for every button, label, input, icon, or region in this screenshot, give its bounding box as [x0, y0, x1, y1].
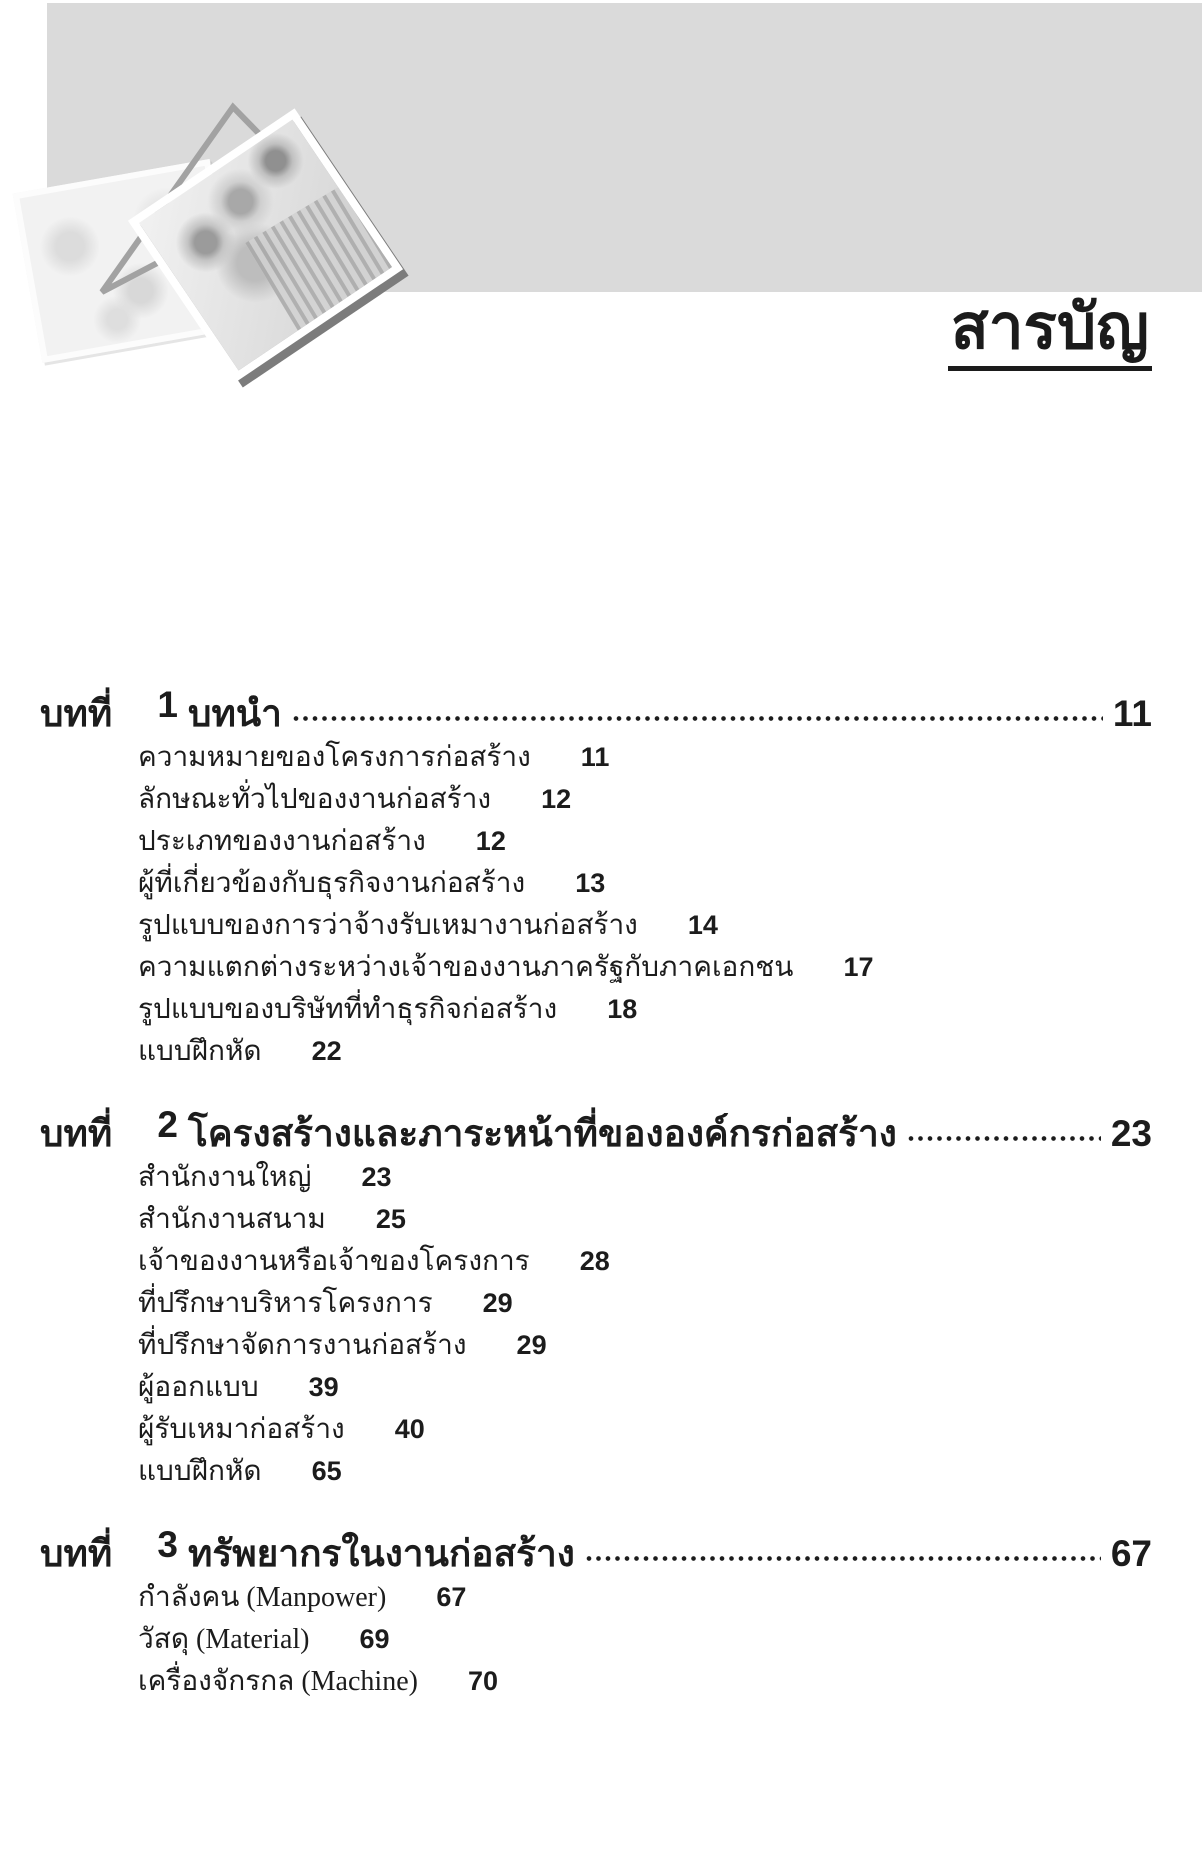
item-page-number: 29 [482, 1288, 513, 1318]
toc-item-row [138, 1030, 1152, 1072]
item-page-number: 13 [575, 868, 606, 898]
chapter-page-number: 11 [1112, 693, 1152, 734]
item-label: วัสดุ (Material) [138, 1624, 310, 1655]
item-label: รูปแบบของบริษัทที่ทำธุรกิจก่อสร้าง [138, 994, 558, 1025]
toc-chapter [40, 684, 1152, 1072]
dot-leader [585, 1556, 1101, 1561]
item-label: เจ้าของงานหรือเจ้าของโครงการ [138, 1246, 530, 1277]
chapter-title: บทนำ [188, 693, 282, 734]
photo-collage [0, 80, 430, 390]
chapter-number: 1 [157, 684, 178, 725]
item-label: สำนักงานสนาม [138, 1204, 326, 1235]
item-page-number: 67 [436, 1582, 467, 1612]
chapter-title: โครงสร้างและภาระหน้าที่ขององค์กรก่อสร้าง [188, 1113, 897, 1154]
page-title: สารบัญ [948, 292, 1152, 371]
chapter-title: ทรัพยากรในงานก่อสร้าง [188, 1533, 575, 1574]
toc-item-row [138, 1198, 1152, 1240]
toc-item-row [138, 946, 1152, 988]
chapter-number: 2 [157, 1104, 178, 1145]
chapter-label [40, 1104, 188, 1163]
toc-chapter-row [40, 1524, 1152, 1574]
toc-item-row [138, 1576, 1152, 1618]
item-page-number: 18 [607, 994, 638, 1024]
item-label: แบบฝึกหัด [138, 1456, 262, 1487]
item-page-number: 25 [375, 1204, 406, 1234]
toc-item-row [138, 1282, 1152, 1324]
item-page-number: 11 [580, 742, 610, 772]
item-label: เครื่องจักรกล (Machine) [138, 1666, 418, 1697]
chapter-label [40, 1524, 188, 1583]
item-label: ที่ปรึกษาบริหารโครงการ [138, 1288, 433, 1319]
dot-leader [907, 1136, 1101, 1141]
item-page-number: 39 [308, 1372, 339, 1402]
toc-item-row [138, 904, 1152, 946]
item-page-number: 22 [311, 1036, 342, 1066]
toc-item-row [138, 1366, 1152, 1408]
item-page-number: 12 [541, 784, 572, 814]
dot-leader [292, 716, 1103, 721]
chapter-page-number: 67 [1110, 1533, 1152, 1574]
item-page-number: 70 [467, 1666, 498, 1696]
toc-item-row [138, 1450, 1152, 1492]
toc-items [40, 1156, 1152, 1492]
item-label: ประเภทของงานก่อสร้าง [138, 826, 426, 857]
item-page-number: 29 [516, 1330, 547, 1360]
toc-item-row [138, 1324, 1152, 1366]
toc-item-row [138, 1240, 1152, 1282]
toc-chapter [40, 1524, 1152, 1702]
item-page-number: 23 [361, 1162, 392, 1192]
toc-item-row [138, 778, 1152, 820]
toc-item-row [138, 1660, 1152, 1702]
item-label: ที่ปรึกษาจัดการงานก่อสร้าง [138, 1330, 467, 1361]
item-label: กำลังคน (Manpower) [138, 1582, 387, 1613]
item-label: ผู้รับเหมาก่อสร้าง [138, 1414, 345, 1445]
item-label: สำนักงานใหญ่ [138, 1162, 312, 1193]
item-page-number: 40 [394, 1414, 425, 1444]
chapter-label-text: บทที่ [40, 1113, 113, 1154]
toc-items [40, 736, 1152, 1072]
item-label: แบบฝึกหัด [138, 1036, 262, 1067]
toc-item-row [138, 1408, 1152, 1450]
chapter-page-number: 23 [1110, 1113, 1152, 1154]
item-label: ลักษณะทั่วไปของงานก่อสร้าง [138, 784, 492, 815]
toc-item-row [138, 1618, 1152, 1660]
toc-item-row [138, 862, 1152, 904]
item-page-number: 14 [687, 910, 718, 940]
toc-chapter-row [40, 684, 1152, 734]
item-page-number: 28 [579, 1246, 610, 1276]
toc-chapter-row [40, 1104, 1152, 1154]
chapter-label-text: บทที่ [40, 1533, 113, 1574]
toc-item-row [138, 736, 1152, 778]
item-page-number: 17 [843, 952, 874, 982]
item-label: ความแตกต่างระหว่างเจ้าของงานภาครัฐกับภาคเอกชน [138, 952, 794, 983]
item-page-number: 65 [311, 1456, 342, 1486]
toc-chapter [40, 1104, 1152, 1492]
chapter-label [40, 684, 188, 743]
chapter-label-text: บทที่ [40, 693, 113, 734]
toc-items [40, 1576, 1152, 1702]
toc-item-row [138, 988, 1152, 1030]
item-label: ผู้ออกแบบ [138, 1372, 259, 1403]
item-label: รูปแบบของการว่าจ้างรับเหมางานก่อสร้าง [138, 910, 638, 941]
toc-item-row [138, 820, 1152, 862]
chapter-number: 3 [157, 1524, 178, 1565]
item-page-number: 12 [475, 826, 506, 856]
table-of-contents [40, 684, 1152, 1734]
item-label: ความหมายของโครงการก่อสร้าง [138, 742, 531, 773]
item-label: ผู้ที่เกี่ยวข้องกับธุรกิจงานก่อสร้าง [138, 868, 526, 899]
item-page-number: 69 [359, 1624, 390, 1654]
